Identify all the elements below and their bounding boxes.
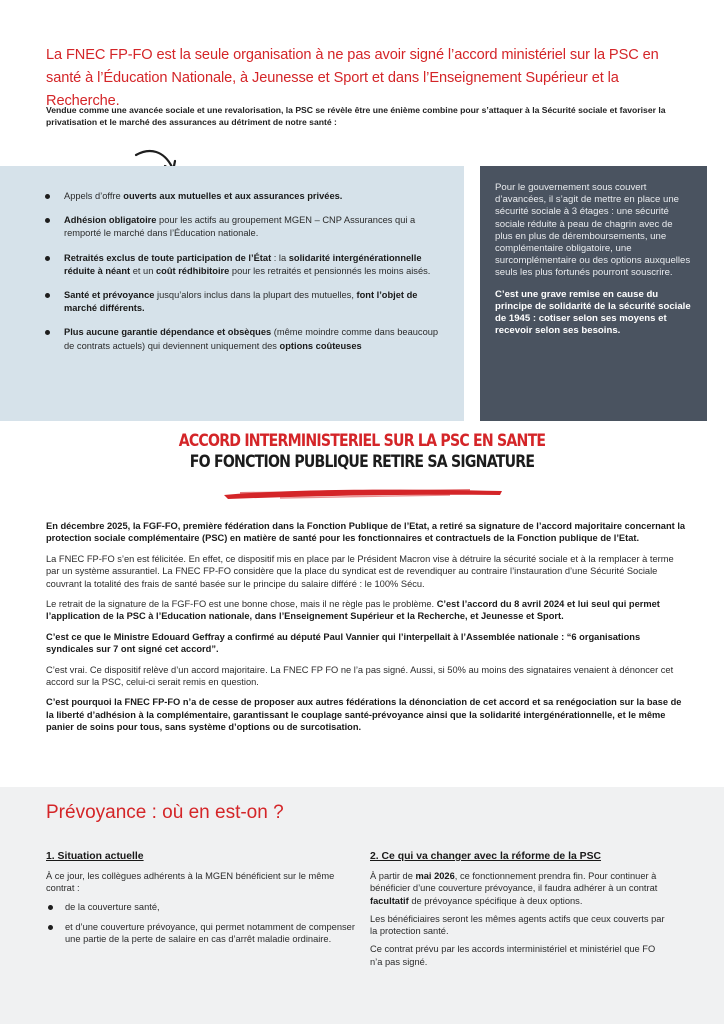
column-heading: 1. Situation actuelle [46, 851, 144, 862]
article-paragraph: Le retrait de la signature de la FGF-FO est une bonne chose, mais il ne règle pas le problème. C’est l’accord du 8 avril 2024 et lui seul qui permet l’application de la PSC à l’Education nationale, dans l’Enseignement Supérieur et la Recherche, et Jeunesse et Sport. [46, 599, 660, 622]
coverage-list [46, 901, 356, 946]
sidebar-text: Pour le gouvernement sous couvert d’avancées, il s’agit de mettre en place une sécurité sociale à 3 étages : une sécurité sociale réduite à peau de chagrin avec de plus en plus de déremboursements, une complémentaire obligatoire, une surcomplémentaire ou des options auxquelles seuls les plus fortunés pourront souscrire. [495, 182, 691, 279]
sidebar-bold-text: C’est une grave remise en cause du principe de solidarité de la sécurité sociale de 1945 : cotiser selon ses moyens et recevoir selon ses besoins. [495, 288, 691, 337]
page-title: La FNEC FP-FO est la seule organisation à ne pas avoir signé l’accord ministériel sur la PSC en santé à l’Éducation Nationale, à Jeunesse et Sport et dans l’Enseignement Supérieur et la Recherche. [46, 47, 659, 109]
current-situation-column [46, 850, 356, 953]
reform-changes-column [370, 850, 670, 974]
article-paragraph: La FNEC FP-FO s’en est félicitée. En effet, ce dispositif mis en place par le Président Macron vise à détruire la sécurité sociale et à la remplacer à terme par un système assurantiel. La FNEC FP-FO considère que la place du syndicat est de revendiquer au contraire l’instauration d’une Sécurité Sociale couvrant la totalité des frais de santé basée sur le principe du salaire différé : le 100% Sécu. [46, 553, 674, 589]
accord-article [46, 520, 686, 742]
criticism-list [42, 190, 442, 364]
list-item: Adhésion obligatoire pour les actifs au groupement MGEN – CNP Assurances qui a remporté le marché dans l’Éducation nationale. [42, 214, 442, 240]
column-intro: À ce jour, les collègues adhérents à la MGEN bénéficient sur le même contrat : [46, 871, 335, 894]
list-item: Santé et prévoyance jusqu’alors inclus dans la plupart des mutuelles, font l’objet de marché différents. [42, 289, 442, 315]
column-paragraph: À partir de mai 2026, ce fonctionnement prendra fin. Pour continuer à bénéficier d’une couverture prévoyance, il faudra adhérer à un contrat facultatif de prévoyance spécifique à deux options. [370, 871, 658, 906]
article-paragraph: En décembre 2025, la FGF-FO, première fédération dans la Fonction Publique de l’Etat, a retiré sa signature de l’accord majoritaire concernant la protection sociale complémentaire (PSC) en matière de santé pour les fonctionnaires et contractuels de la Fonction publique de l’Etat. [46, 521, 686, 544]
red-brush-stroke [220, 484, 506, 502]
article-paragraph: C’est ce que le Ministre Edouard Geffray a confirmé au député Paul Vannier qui l’interpellait à l’Assemblée nationale : “6 organisations syndicales sur 7 ont signé cet accord”. [46, 631, 641, 655]
list-item: et d’une couverture prévoyance, qui permet notamment de compenser une partie de la perte de salaire en cas d’arrêt maladie ordinaire. [46, 921, 356, 946]
list-item: Retraités exclus de toute participation de l’État : la solidarité intergénérationnelle réduite à néant et un coût rédhibitoire pour les retraités et pensionnés les moins aisés. [42, 252, 442, 278]
column-paragraph: Les bénéficiaires seront les mêmes agents actifs que ceux couverts par la protection santé. [370, 913, 665, 937]
accord-title: ACCORD INTERMINISTERIEL SUR LA PSC EN SANTE [178, 431, 546, 450]
column-heading: 2. Ce qui va changer avec la réforme de la PSC [370, 851, 602, 862]
article-paragraph: C’est pourquoi la FNEC FP-FO n’a de cesse de proposer aux autres fédérations la dénonciation de cet accord et sa renégociation sur la base de la liberté d’adhésion à la complémentaire, garantissant le couplage santé-prévoyance ainsi que la solidarité intergénérationnelle, et le même panier de soins pour tous, sans système d’options ou de surcotisation. [46, 697, 682, 733]
column-paragraph: Ce contrat prévu par les accords interministériel et ministériel que FO n’a pas signé. [370, 944, 656, 967]
accord-subtitle: FO FONCTION PUBLIQUE RETIRE SA SIGNATURE [189, 452, 535, 471]
article-paragraph: C’est vrai. Ce dispositif relève d’un accord majoritaire. La FNEC FP FO ne l’a pas signé. Aussi, si 50% au moins des signataires venaient à dénoncer cet accord sur la PSC, celui-ci serait remis en question. [46, 664, 674, 688]
prevoyance-title: Prévoyance : où en est-on ? [46, 802, 284, 823]
list-item: Appels d’offre ouverts aux mutuelles et aux assurances privées. [42, 190, 442, 203]
list-item: de la couverture santé, [46, 901, 356, 913]
government-sidebar [480, 166, 707, 421]
intro-text: Vendue comme une avancée sociale et une revalorisation, la PSC se révèle être une énième combine pour s’attaquer à la Sécurité sociale et favoriser la privatisation et le marché des assurances au détriment de notre santé : [46, 105, 666, 127]
list-item: Plus aucune garantie dépendance et obsèques (même moindre comme dans beaucoup de contrats actuels) qui deviennent uniquement des options coûteuses [42, 326, 442, 352]
